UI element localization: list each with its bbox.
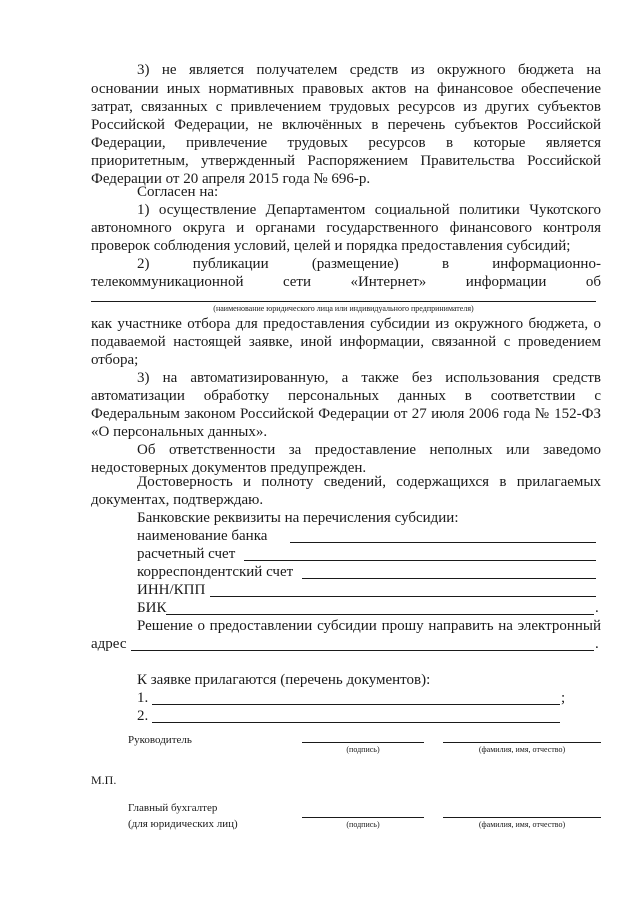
consent-2-word: об: [585, 274, 601, 290]
consent-2-rest-line: отбора;: [91, 352, 139, 368]
email-request-line: Решение о предоставлении субсидии прошу направить на электронный: [137, 618, 601, 634]
consent-1-line: автономного округа и органами государственного финансового контроля: [91, 220, 601, 236]
consent-3-line: Федеральным законом Российской Федерации от 27 июля 2006 года № 152-ФЗ: [91, 406, 601, 422]
attachment-1-number: 1.: [137, 690, 149, 706]
consent-2-rest-line: подаваемой настоящей заявке, иной информации, связанной с проведением: [91, 334, 601, 350]
accountant-name-caption: (фамилия, имя, отчество): [478, 820, 566, 829]
attachments-heading: К заявке прилагаются (перечень документов):: [137, 672, 431, 688]
consent-2-word: 2): [137, 256, 150, 272]
consent-heading: Согласен на:: [137, 184, 219, 200]
corr-account-label: корреспондентский счет: [137, 564, 294, 580]
consent-3-line: автоматизации обработку персональных данных в соответствии с: [91, 388, 601, 404]
accountant-label: Главный бухгалтер: [128, 802, 218, 814]
account-field[interactable]: [244, 560, 596, 561]
consent-2-line-1: [137, 256, 601, 273]
head-label: Руководитель: [128, 734, 192, 746]
consent-2-word: информации: [465, 274, 547, 290]
head-signature-field[interactable]: [302, 742, 424, 743]
accountant-signature-caption: (подпись): [346, 820, 380, 829]
bik-label: БИК: [137, 600, 167, 616]
bik-end: .: [595, 600, 599, 616]
consent-2-word: в: [441, 256, 450, 272]
consent-1-line: 1) осуществление Департаментом социальной политики Чукотского: [137, 202, 601, 218]
paragraph-3-line: основании иных нормативных правовых актов на финансовое обеспечение: [91, 81, 601, 97]
attachment-2-number: 2.: [137, 708, 149, 724]
entity-name-field[interactable]: [91, 301, 596, 302]
email-end: .: [595, 636, 599, 652]
consent-2-word: (размещение): [311, 256, 399, 272]
bank-name-field[interactable]: [290, 542, 596, 543]
consent-3-line: 3) на автоматизированную, а также без использования средств: [137, 370, 601, 386]
paragraph-3-line: 3) не является получателем средств из окружного бюджета на: [137, 62, 601, 78]
email-label: адрес: [91, 636, 127, 652]
account-label: расчетный счет: [137, 546, 236, 562]
consent-2-word: информационно-: [492, 256, 601, 272]
accountant-name-field[interactable]: [443, 817, 601, 818]
attachment-2-field[interactable]: [152, 722, 560, 723]
consent-2-line-2: [91, 274, 601, 291]
responsibility-line: Об ответственности за предоставление неполных или заведомо: [137, 442, 601, 458]
inn-kpp-field[interactable]: [210, 596, 596, 597]
consent-2-word: телекоммуникационной: [91, 274, 244, 290]
bank-name-label: наименование банка: [137, 528, 268, 544]
entity-name-caption: (наименование юридического лица или индивидуального предпринимателя): [213, 304, 474, 313]
bik-field[interactable]: [166, 614, 594, 615]
paragraph-3-line: Федерации, привлечение трудовых ресурсов в которые является: [91, 135, 601, 151]
head-name-field[interactable]: [443, 742, 601, 743]
email-field[interactable]: [131, 650, 594, 651]
consent-2-rest-line: как участнике отбора для предоставления субсидии из окружного бюджета, о: [91, 316, 601, 332]
attachment-1-end: ;: [561, 690, 566, 706]
inn-kpp-label: ИНН/КПП: [137, 582, 206, 598]
bank-heading: Банковские реквизиты на перечисления субсидии:: [137, 510, 459, 526]
head-name-caption: (фамилия, имя, отчество): [478, 745, 566, 754]
accountant-signature-field[interactable]: [302, 817, 424, 818]
consent-2-word: публикации: [192, 256, 269, 272]
consent-2-word: «Интернет»: [350, 274, 427, 290]
corr-account-field[interactable]: [302, 578, 596, 579]
paragraph-3-line: Российской Федерации, не включённых в перечень субъектов Российской: [91, 117, 601, 133]
consent-3-line: «О персональных данных».: [91, 424, 268, 440]
stamp-label: М.П.: [91, 773, 117, 787]
accuracy-line: Достоверность и полноту сведений, содержащихся в прилагаемых: [137, 474, 601, 490]
consent-1-line: проверок соблюдения условий, целей и порядка предоставления субсидий;: [91, 238, 571, 254]
accountant-note: (для юридических лиц): [128, 818, 238, 830]
responsibility-line: недостоверных документов предупрежден.: [91, 460, 367, 476]
head-signature-caption: (подпись): [346, 745, 380, 754]
attachment-1-field[interactable]: [152, 704, 560, 705]
paragraph-3-line: затрат, связанных с привлечением трудовых ресурсов из других субъектов: [91, 99, 601, 115]
paragraph-3-line: Федерации от 20 апреля 2015 года № 696-р.: [91, 171, 371, 187]
consent-2-word: сети: [282, 274, 312, 290]
accuracy-line: документах, подтверждаю.: [91, 492, 264, 508]
paragraph-3-line: приоритетным, утвержденный Распоряжением Правительства Российской: [91, 153, 601, 169]
